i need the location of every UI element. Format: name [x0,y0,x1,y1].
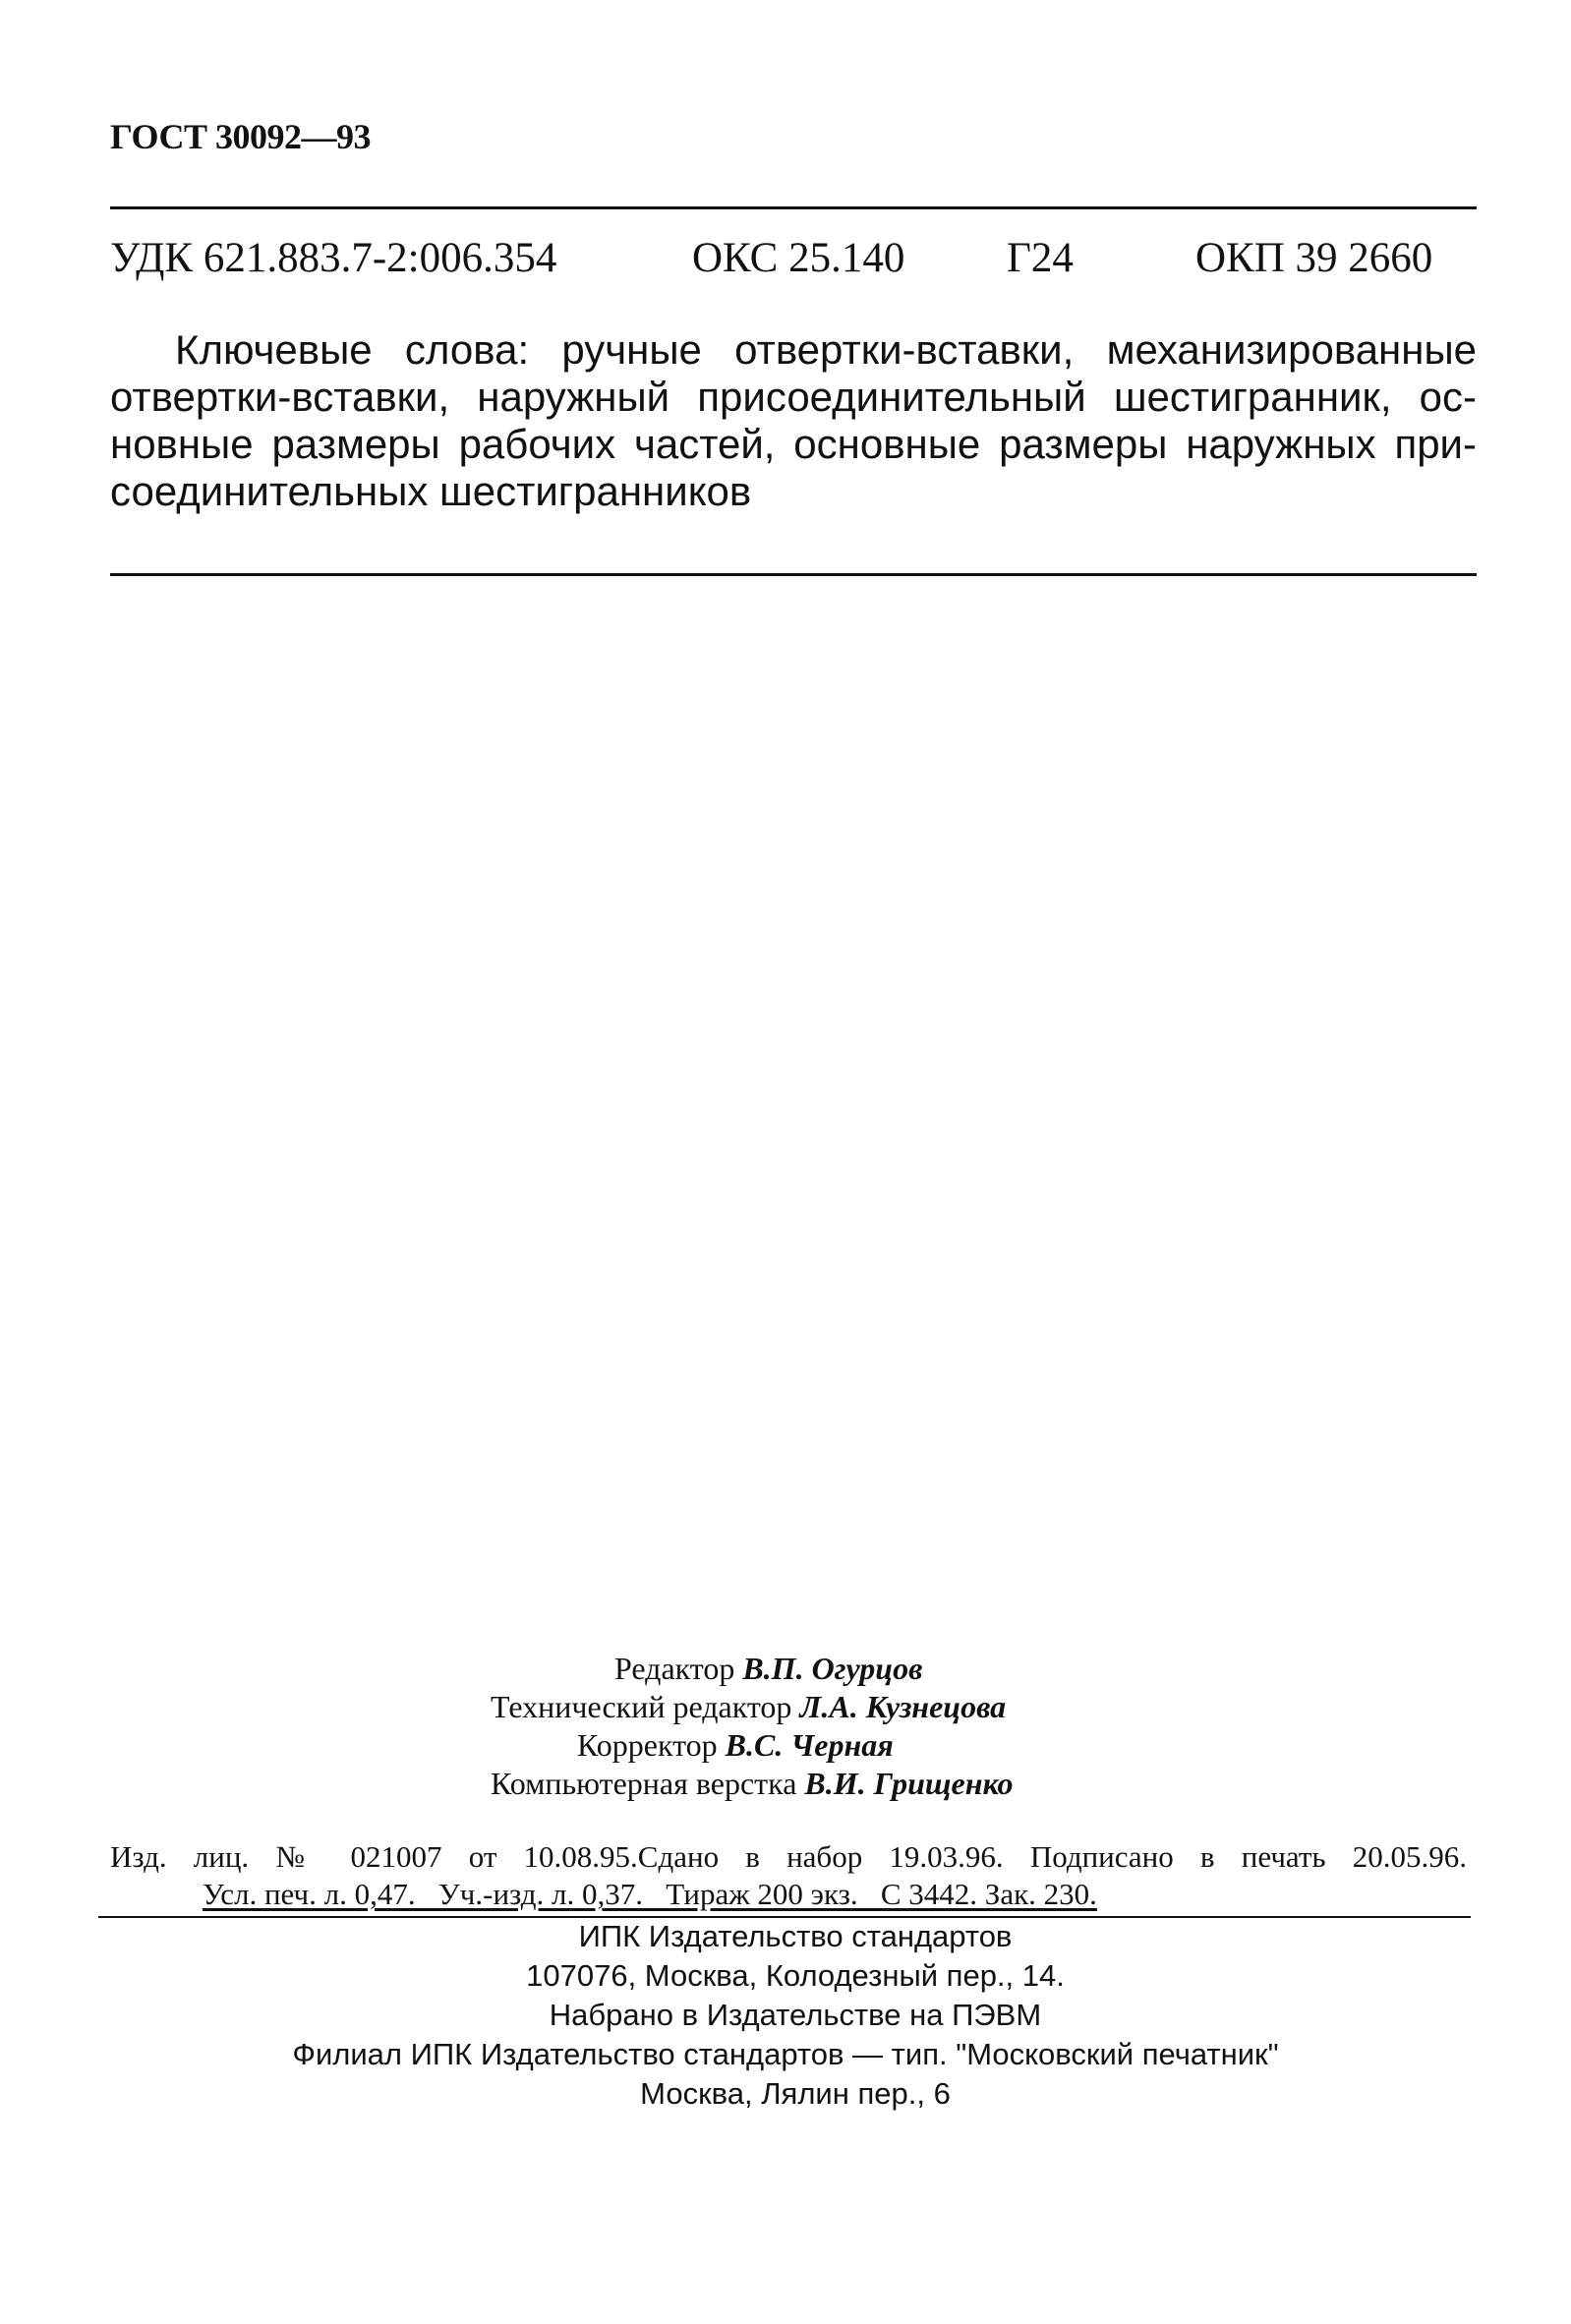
publisher-line: Филиал ИПК Издательство стандартов — тип. "Московский печатник" [292,2037,1279,2071]
group-code: Г24 [1007,235,1074,281]
credit-role: Компьютерная верстка [491,1766,797,1801]
credit-layout [0,1765,1571,1803]
credits-block [0,1650,1571,1803]
keywords-paragraph [110,326,1477,515]
credit-name: В.П. Огурцов [742,1651,923,1686]
udk-code: УДК 621.883.7-2:006.354 [110,235,557,281]
top-divider [110,206,1477,209]
imprint-line-print-data: Усл. печ. л. 0,47. Уч.-изд. л. 0,37. Тираж 200 экз. С 3442. Зак. 230. [203,1877,1097,1911]
publisher-line: 107076, Москва, Колодезный пер., 14. [526,1958,1065,1993]
keywords-line: новные размеры рабочих частей, основные размеры наружных при- [110,421,1477,467]
publisher-line: Москва, Лялин пер., 6 [640,2076,951,2111]
credit-proofreader [0,1726,1571,1765]
credit-name: В.И. Грищенко [804,1766,1014,1801]
okp-code: ОКП 39 2660 [1195,235,1433,281]
credit-tech-editor [0,1688,1571,1726]
credit-role: Корректор [577,1727,718,1763]
keywords-line: Ключевые слова: ручные отвертки-вставки, механизированные [175,326,1477,373]
oks-code: ОКС 25.140 [692,235,905,281]
credit-name: В.С. Черная [725,1727,894,1763]
publisher-line: ИПК Издательство стандартов [578,1919,1013,1953]
credit-role: Технический редактор [491,1689,792,1724]
credit-role: Редактор [614,1651,735,1686]
imprint-block [110,1838,1467,1913]
publisher-block [0,1917,1571,2114]
keywords-line: отвертки-вставки, наружный присоединительный шестигранник, ос- [110,374,1477,420]
keywords-divider [110,573,1477,576]
keywords-line: соединительных шестигранников [110,468,752,514]
credit-editor [0,1650,1571,1688]
document-id: ГОСТ 30092—93 [110,117,371,156]
imprint-line-license: Изд. лиц. № 021007 от 10.08.95.Сдано в набор 19.03.96. Подписано в печать 20.05.96. [110,1839,1467,1874]
publisher-line: Набрано в Издательстве на ПЭВМ [549,1998,1042,2032]
credit-name: Л.А. Кузнецова [799,1689,1007,1724]
